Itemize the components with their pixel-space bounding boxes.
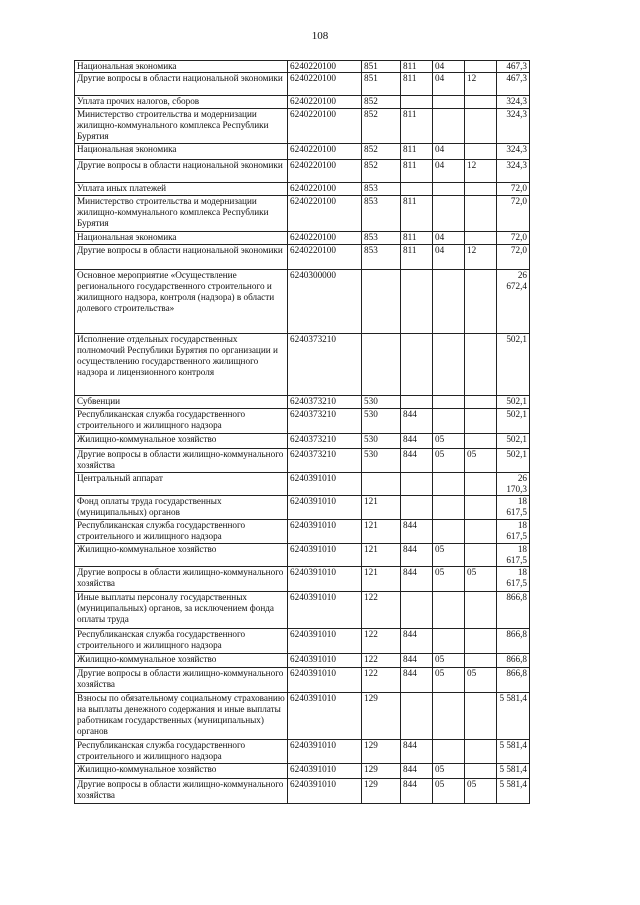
row-admin-code: 844 bbox=[401, 779, 433, 804]
row-section: 04 bbox=[433, 232, 465, 245]
row-target-article: 6240391010 bbox=[288, 740, 362, 764]
row-name: Национальная экономика bbox=[75, 232, 288, 245]
row-admin-code: 811 bbox=[401, 196, 433, 232]
row-name: Жилищно-коммунальное хозяйство bbox=[75, 654, 288, 668]
row-admin-code: 844 bbox=[401, 434, 433, 449]
row-expense-type bbox=[362, 473, 401, 496]
row-section: 04 bbox=[433, 160, 465, 183]
row-admin-code bbox=[401, 693, 433, 740]
row-section: 04 bbox=[433, 245, 465, 270]
row-admin-code: 811 bbox=[401, 232, 433, 245]
row-name: Взносы по обязательному социальному страхованию на выплаты денежного содержания и иные выплаты работникам государственных (муниципальных) органов bbox=[75, 693, 288, 740]
row-name: Другие вопросы в области национальной экономики bbox=[75, 73, 288, 96]
table-row bbox=[75, 567, 530, 592]
row-subsection: 05 bbox=[465, 567, 497, 592]
row-expense-type: 530 bbox=[362, 396, 401, 409]
row-amount: 324,3 bbox=[497, 96, 530, 109]
row-section bbox=[433, 520, 465, 544]
row-section bbox=[433, 473, 465, 496]
row-expense-type: 122 bbox=[362, 654, 401, 668]
row-name: Министерство строительства и модернизации жилищно-коммунального комплекса Республики Бурятия bbox=[75, 196, 288, 232]
row-target-article: 6240220100 bbox=[288, 196, 362, 232]
row-subsection bbox=[465, 334, 497, 396]
row-subsection bbox=[465, 740, 497, 764]
row-target-article: 6240300000 bbox=[288, 270, 362, 334]
row-subsection bbox=[465, 764, 497, 779]
row-amount: 502,1 bbox=[497, 434, 530, 449]
row-section bbox=[433, 109, 465, 144]
row-subsection bbox=[465, 434, 497, 449]
row-amount: 18 617,5 bbox=[497, 520, 530, 544]
table-row bbox=[75, 245, 530, 270]
table-row bbox=[75, 592, 530, 629]
row-subsection bbox=[465, 109, 497, 144]
row-amount: 866,8 bbox=[497, 629, 530, 654]
table-row bbox=[75, 779, 530, 804]
row-admin-code: 844 bbox=[401, 629, 433, 654]
row-subsection bbox=[465, 544, 497, 567]
row-target-article: 6240391010 bbox=[288, 544, 362, 567]
row-subsection: 12 bbox=[465, 160, 497, 183]
table-row bbox=[75, 473, 530, 496]
row-subsection bbox=[465, 232, 497, 245]
row-target-article: 6240220100 bbox=[288, 73, 362, 96]
table-row bbox=[75, 109, 530, 144]
row-name: Субвенции bbox=[75, 396, 288, 409]
table-row bbox=[75, 96, 530, 109]
row-admin-code: 811 bbox=[401, 61, 433, 73]
row-section bbox=[433, 740, 465, 764]
row-target-article: 6240391010 bbox=[288, 764, 362, 779]
row-subsection bbox=[465, 196, 497, 232]
row-name: Национальная экономика bbox=[75, 144, 288, 160]
row-admin-code bbox=[401, 473, 433, 496]
row-admin-code: 844 bbox=[401, 520, 433, 544]
row-subsection: 05 bbox=[465, 449, 497, 473]
row-target-article: 6240391010 bbox=[288, 520, 362, 544]
row-expense-type: 121 bbox=[362, 567, 401, 592]
row-target-article: 6240220100 bbox=[288, 144, 362, 160]
row-expense-type: 853 bbox=[362, 196, 401, 232]
row-name: Жилищно-коммунальное хозяйство bbox=[75, 764, 288, 779]
row-amount: 5 581,4 bbox=[497, 740, 530, 764]
row-amount: 18 617,5 bbox=[497, 496, 530, 520]
row-expense-type: 129 bbox=[362, 693, 401, 740]
table-row bbox=[75, 334, 530, 396]
row-subsection: 12 bbox=[465, 245, 497, 270]
row-section: 05 bbox=[433, 779, 465, 804]
row-expense-type: 530 bbox=[362, 409, 401, 434]
row-name: Исполнение отдельных государственных полномочий Республики Бурятия по организации и осуществлению государственного жилищного надзора и лицензионного контроля bbox=[75, 334, 288, 396]
row-admin-code bbox=[401, 396, 433, 409]
row-section: 05 bbox=[433, 449, 465, 473]
row-section: 05 bbox=[433, 434, 465, 449]
row-amount: 5 581,4 bbox=[497, 693, 530, 740]
row-expense-type: 852 bbox=[362, 96, 401, 109]
row-amount: 324,3 bbox=[497, 160, 530, 183]
table-row bbox=[75, 160, 530, 183]
row-name: Другие вопросы в области жилищно-коммунального хозяйства bbox=[75, 668, 288, 693]
row-amount: 502,1 bbox=[497, 449, 530, 473]
row-expense-type: 121 bbox=[362, 520, 401, 544]
row-amount: 467,3 bbox=[497, 73, 530, 96]
table-row bbox=[75, 183, 530, 196]
row-expense-type: 530 bbox=[362, 434, 401, 449]
row-expense-type: 129 bbox=[362, 740, 401, 764]
row-expense-type: 530 bbox=[362, 449, 401, 473]
row-amount: 324,3 bbox=[497, 144, 530, 160]
row-admin-code: 811 bbox=[401, 245, 433, 270]
row-subsection bbox=[465, 520, 497, 544]
row-expense-type: 851 bbox=[362, 61, 401, 73]
budget-table bbox=[74, 60, 530, 804]
row-expense-type: 121 bbox=[362, 496, 401, 520]
row-name: Республиканская служба государственного строительного и жилищного надзора bbox=[75, 629, 288, 654]
row-target-article: 6240220100 bbox=[288, 245, 362, 270]
row-section bbox=[433, 396, 465, 409]
row-section bbox=[433, 196, 465, 232]
row-subsection: 05 bbox=[465, 668, 497, 693]
row-target-article: 6240391010 bbox=[288, 779, 362, 804]
table-row bbox=[75, 668, 530, 693]
row-expense-type: 851 bbox=[362, 73, 401, 96]
row-subsection: 12 bbox=[465, 73, 497, 96]
table-row bbox=[75, 496, 530, 520]
row-name: Другие вопросы в области национальной экономики bbox=[75, 245, 288, 270]
row-name: Жилищно-коммунальное хозяйство bbox=[75, 544, 288, 567]
row-name: Республиканская служба государственного строительного и жилищного надзора bbox=[75, 409, 288, 434]
row-admin-code: 811 bbox=[401, 144, 433, 160]
row-admin-code: 811 bbox=[401, 109, 433, 144]
row-expense-type bbox=[362, 270, 401, 334]
row-name: Уплата иных платежей bbox=[75, 183, 288, 196]
row-name: Республиканская служба государственного строительного и жилищного надзора bbox=[75, 520, 288, 544]
row-amount: 5 581,4 bbox=[497, 779, 530, 804]
table-row bbox=[75, 693, 530, 740]
row-target-article: 6240391010 bbox=[288, 629, 362, 654]
table-row bbox=[75, 449, 530, 473]
row-amount: 866,8 bbox=[497, 592, 530, 629]
row-subsection bbox=[465, 654, 497, 668]
row-section bbox=[433, 496, 465, 520]
row-admin-code: 844 bbox=[401, 654, 433, 668]
row-admin-code: 844 bbox=[401, 544, 433, 567]
row-amount: 866,8 bbox=[497, 654, 530, 668]
table-row bbox=[75, 61, 530, 73]
row-amount: 467,3 bbox=[497, 61, 530, 73]
row-name: Жилищно-коммунальное хозяйство bbox=[75, 434, 288, 449]
table-row bbox=[75, 396, 530, 409]
table-row bbox=[75, 270, 530, 334]
row-admin-code bbox=[401, 496, 433, 520]
table-row bbox=[75, 232, 530, 245]
row-subsection bbox=[465, 61, 497, 73]
row-expense-type: 852 bbox=[362, 109, 401, 144]
table-row bbox=[75, 654, 530, 668]
row-name: Уплата прочих налогов, сборов bbox=[75, 96, 288, 109]
row-name: Национальная экономика bbox=[75, 61, 288, 73]
row-amount: 5 581,4 bbox=[497, 764, 530, 779]
row-target-article: 6240373210 bbox=[288, 409, 362, 434]
row-expense-type: 129 bbox=[362, 779, 401, 804]
row-amount: 324,3 bbox=[497, 109, 530, 144]
row-expense-type: 853 bbox=[362, 183, 401, 196]
row-subsection bbox=[465, 409, 497, 434]
row-amount: 18 617,5 bbox=[497, 544, 530, 567]
table-row bbox=[75, 764, 530, 779]
row-admin-code: 811 bbox=[401, 73, 433, 96]
row-amount: 26 672,4 bbox=[497, 270, 530, 334]
row-expense-type: 852 bbox=[362, 160, 401, 183]
row-subsection bbox=[465, 96, 497, 109]
row-amount: 72,0 bbox=[497, 196, 530, 232]
row-section: 05 bbox=[433, 544, 465, 567]
row-expense-type: 853 bbox=[362, 232, 401, 245]
row-expense-type: 129 bbox=[362, 764, 401, 779]
row-target-article: 6240220100 bbox=[288, 61, 362, 73]
row-name: Основное мероприятие «Осуществление регионального государственного строительного и жилищного надзора, контроля (надзора) в области долевого строительства» bbox=[75, 270, 288, 334]
row-amount: 18 617,5 bbox=[497, 567, 530, 592]
row-expense-type: 121 bbox=[362, 544, 401, 567]
row-target-article: 6240220100 bbox=[288, 160, 362, 183]
page-number: 108 bbox=[311, 30, 329, 42]
table-row bbox=[75, 520, 530, 544]
row-admin-code: 811 bbox=[401, 160, 433, 183]
row-admin-code bbox=[401, 183, 433, 196]
row-section: 04 bbox=[433, 61, 465, 73]
row-target-article: 6240220100 bbox=[288, 96, 362, 109]
row-amount: 72,0 bbox=[497, 232, 530, 245]
budget-table-body bbox=[75, 61, 530, 804]
row-admin-code: 844 bbox=[401, 740, 433, 764]
row-amount: 866,8 bbox=[497, 668, 530, 693]
row-amount: 26 170,3 bbox=[497, 473, 530, 496]
row-section: 04 bbox=[433, 73, 465, 96]
row-subsection bbox=[465, 396, 497, 409]
row-admin-code: 844 bbox=[401, 764, 433, 779]
row-target-article: 6240220100 bbox=[288, 232, 362, 245]
row-subsection bbox=[465, 270, 497, 334]
row-target-article: 6240391010 bbox=[288, 668, 362, 693]
row-target-article: 6240391010 bbox=[288, 693, 362, 740]
row-name: Фонд оплаты труда государственных (муниципальных) органов bbox=[75, 496, 288, 520]
row-section bbox=[433, 409, 465, 434]
row-subsection bbox=[465, 693, 497, 740]
row-admin-code bbox=[401, 592, 433, 629]
table-row bbox=[75, 434, 530, 449]
row-section: 05 bbox=[433, 764, 465, 779]
row-expense-type: 122 bbox=[362, 592, 401, 629]
row-admin-code bbox=[401, 96, 433, 109]
row-section bbox=[433, 270, 465, 334]
row-subsection bbox=[465, 592, 497, 629]
table-row bbox=[75, 409, 530, 434]
table-row bbox=[75, 544, 530, 567]
row-amount: 502,1 bbox=[497, 334, 530, 396]
row-section bbox=[433, 592, 465, 629]
row-subsection bbox=[465, 629, 497, 654]
row-target-article: 6240391010 bbox=[288, 654, 362, 668]
row-target-article: 6240391010 bbox=[288, 592, 362, 629]
row-amount: 502,1 bbox=[497, 409, 530, 434]
row-expense-type: 122 bbox=[362, 668, 401, 693]
row-name: Другие вопросы в области жилищно-коммунального хозяйства bbox=[75, 567, 288, 592]
row-expense-type: 122 bbox=[362, 629, 401, 654]
row-admin-code: 844 bbox=[401, 567, 433, 592]
row-section: 05 bbox=[433, 668, 465, 693]
row-amount: 502,1 bbox=[497, 396, 530, 409]
row-expense-type: 853 bbox=[362, 245, 401, 270]
row-expense-type: 852 bbox=[362, 144, 401, 160]
table-row bbox=[75, 740, 530, 764]
row-admin-code: 844 bbox=[401, 409, 433, 434]
row-section bbox=[433, 183, 465, 196]
row-amount: 72,0 bbox=[497, 183, 530, 196]
table-row bbox=[75, 196, 530, 232]
row-subsection bbox=[465, 496, 497, 520]
row-target-article: 6240373210 bbox=[288, 396, 362, 409]
row-name: Центральный аппарат bbox=[75, 473, 288, 496]
row-name: Другие вопросы в области национальной экономики bbox=[75, 160, 288, 183]
table-row bbox=[75, 629, 530, 654]
row-section bbox=[433, 96, 465, 109]
row-target-article: 6240373210 bbox=[288, 434, 362, 449]
row-section bbox=[433, 629, 465, 654]
row-target-article: 6240220100 bbox=[288, 183, 362, 196]
row-subsection bbox=[465, 473, 497, 496]
row-target-article: 6240220100 bbox=[288, 109, 362, 144]
row-admin-code: 844 bbox=[401, 449, 433, 473]
row-section bbox=[433, 334, 465, 396]
row-target-article: 6240373210 bbox=[288, 334, 362, 396]
row-name: Министерство строительства и модернизации жилищно-коммунального комплекса Республики Бурятия bbox=[75, 109, 288, 144]
row-section bbox=[433, 693, 465, 740]
table-row bbox=[75, 73, 530, 96]
row-name: Другие вопросы в области жилищно-коммунального хозяйства bbox=[75, 449, 288, 473]
row-admin-code bbox=[401, 334, 433, 396]
row-target-article: 6240391010 bbox=[288, 496, 362, 520]
row-name: Другие вопросы в области жилищно-коммунального хозяйства bbox=[75, 779, 288, 804]
row-admin-code: 844 bbox=[401, 668, 433, 693]
row-subsection bbox=[465, 183, 497, 196]
row-target-article: 6240373210 bbox=[288, 449, 362, 473]
row-subsection bbox=[465, 144, 497, 160]
row-section: 04 bbox=[433, 144, 465, 160]
row-target-article: 6240391010 bbox=[288, 567, 362, 592]
row-name: Иные выплаты персоналу государственных (муниципальных) органов, за исключением фонда оплаты труда bbox=[75, 592, 288, 629]
row-section: 05 bbox=[433, 567, 465, 592]
row-target-article: 6240391010 bbox=[288, 473, 362, 496]
table-row bbox=[75, 144, 530, 160]
row-expense-type bbox=[362, 334, 401, 396]
row-admin-code bbox=[401, 270, 433, 334]
row-section: 05 bbox=[433, 654, 465, 668]
row-subsection: 05 bbox=[465, 779, 497, 804]
row-amount: 72,0 bbox=[497, 245, 530, 270]
row-name: Республиканская служба государственного строительного и жилищного надзора bbox=[75, 740, 288, 764]
